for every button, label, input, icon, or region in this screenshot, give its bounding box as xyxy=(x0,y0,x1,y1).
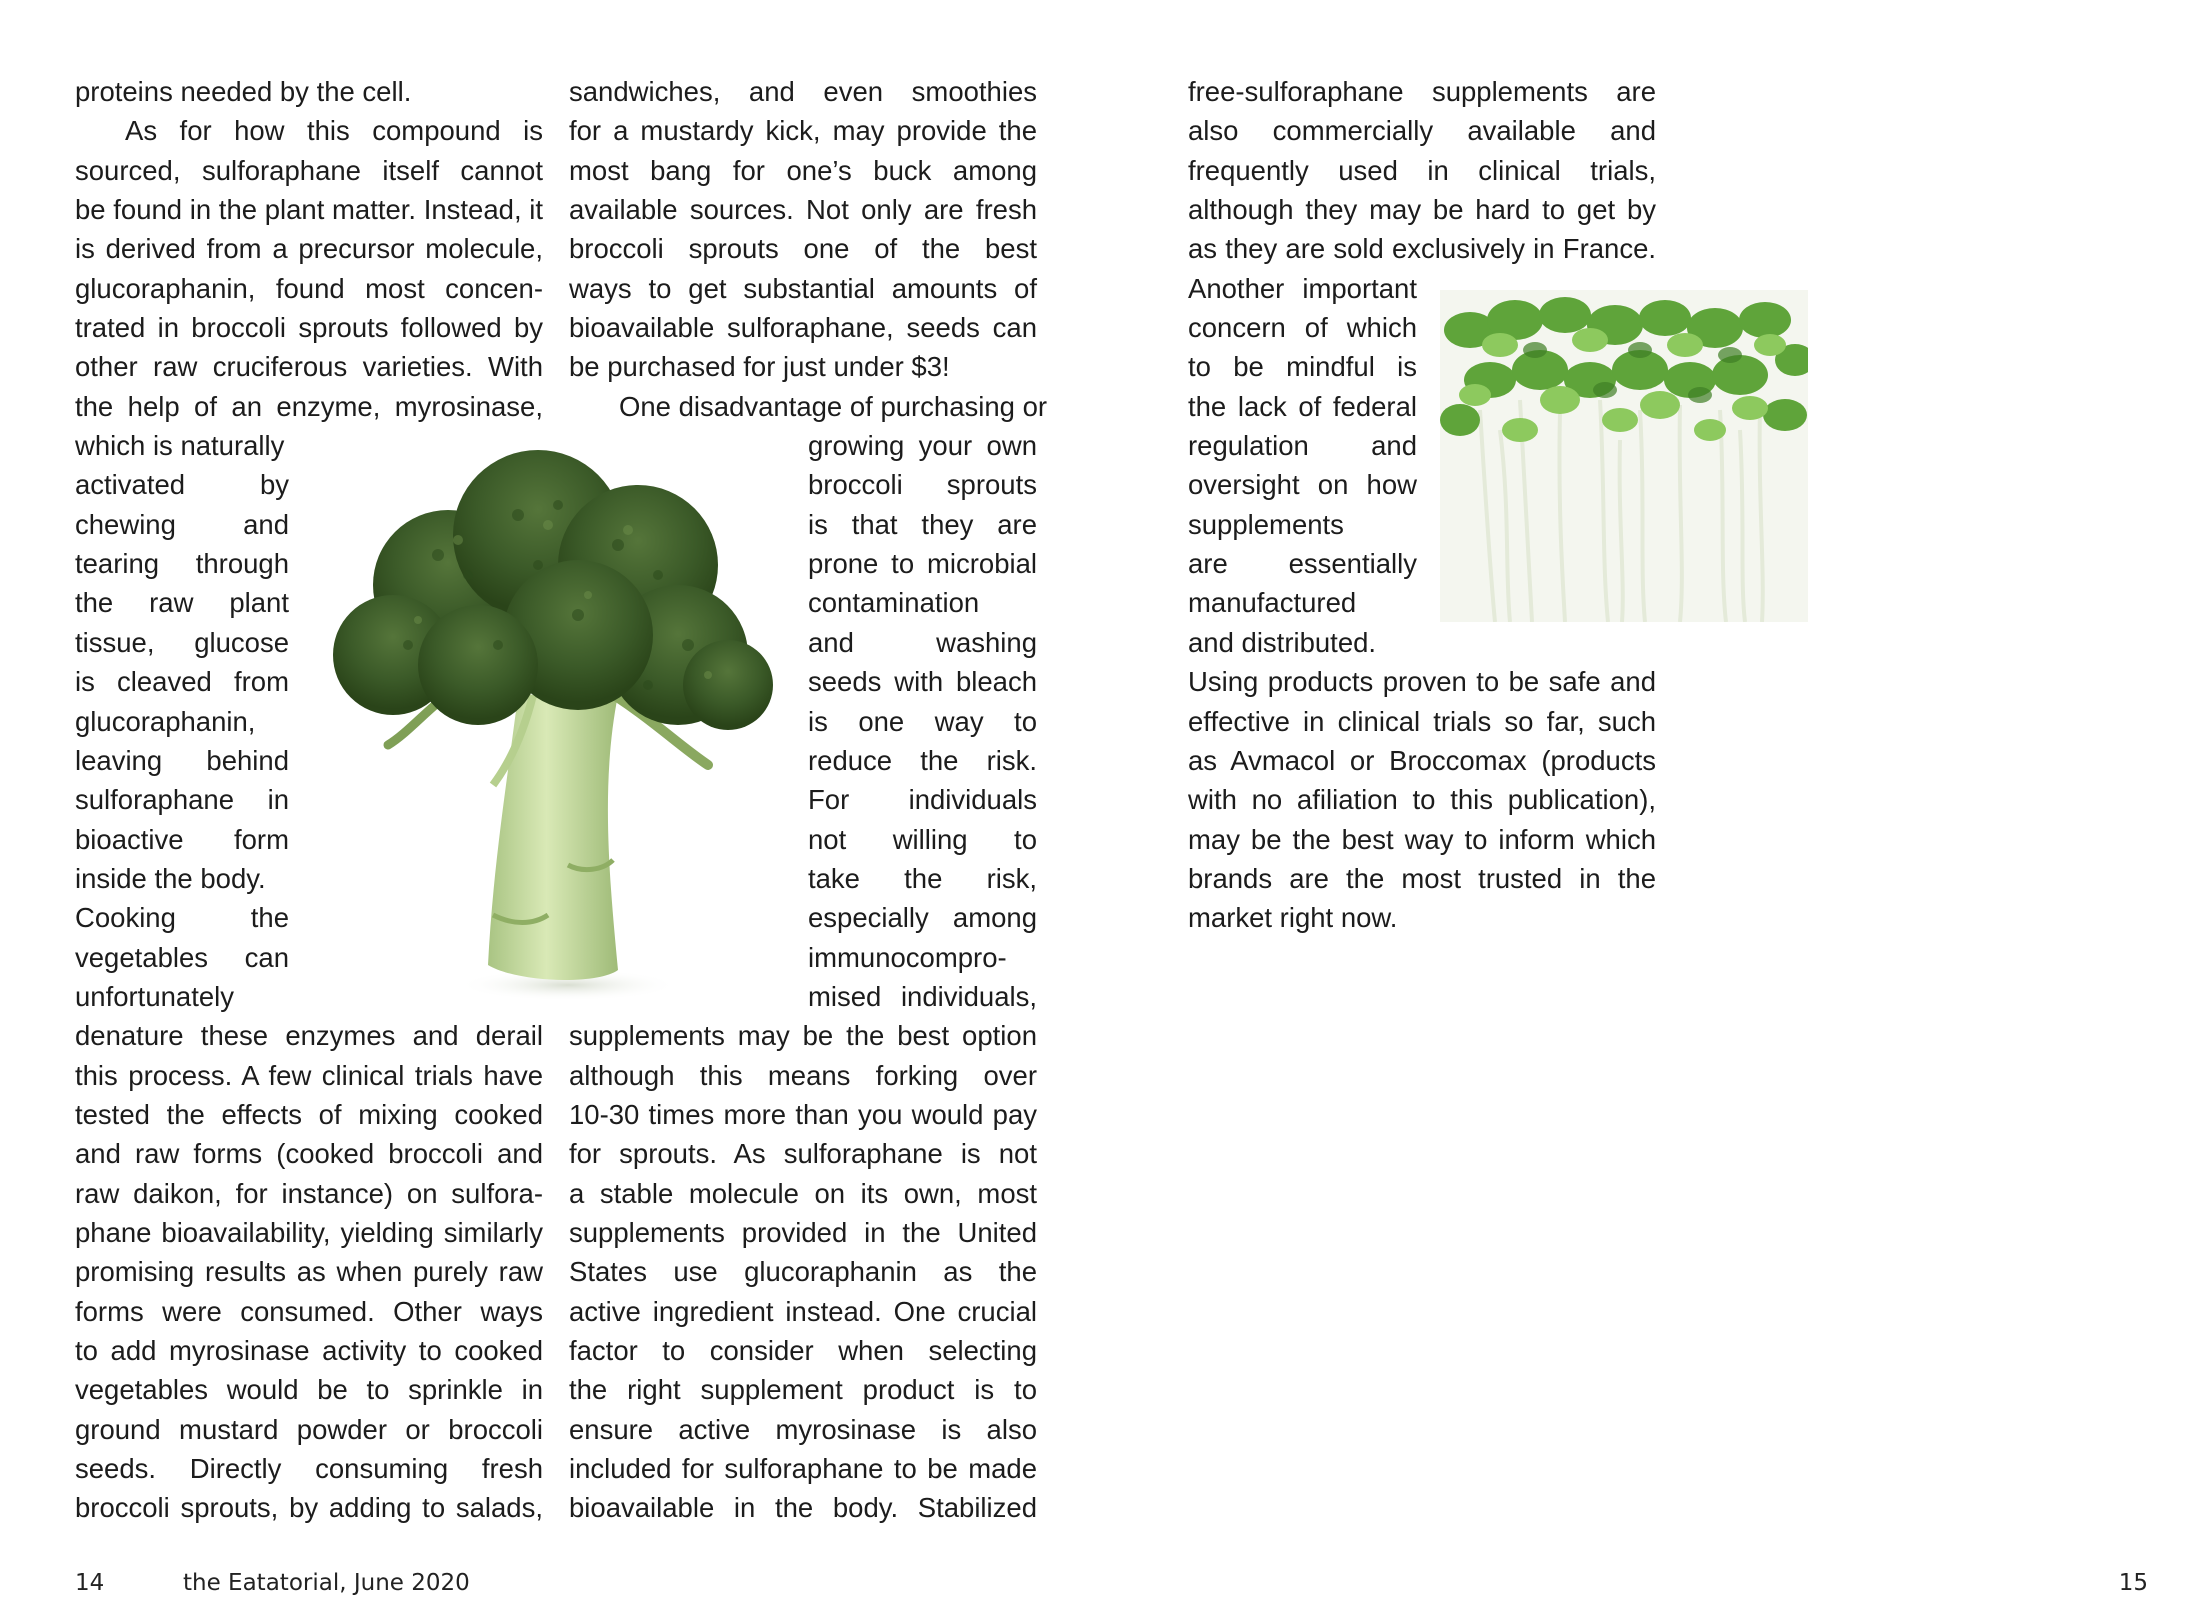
text-line: reduce the risk. xyxy=(808,744,1037,776)
text-line: to add myrosinase activity to cooked xyxy=(75,1335,543,1366)
text-line: for sprouts. As sulforaphane is not xyxy=(569,1138,1037,1170)
text-line: seeds. Directly consuming fresh xyxy=(75,1453,543,1485)
text-line: although this means forking over xyxy=(569,1059,1037,1091)
text-line: which is naturally xyxy=(75,430,285,462)
text-line: supplements provided in the United xyxy=(569,1216,1037,1248)
text-line: promising results as when purely raw xyxy=(75,1256,543,1288)
text-line: the raw plant xyxy=(75,587,289,619)
text-line: included for sulforaphane to be made xyxy=(569,1453,1037,1485)
text-line: frequently used in clinical trials, xyxy=(1188,154,1656,186)
text-line: sandwiches, and even smoothies xyxy=(569,76,1037,107)
text-line: 10-30 times more than you would pay xyxy=(569,1098,1037,1130)
text-line: growing your own xyxy=(808,430,1037,462)
left-page-number: 14 xyxy=(75,1570,105,1596)
text-line: denature these enzymes and derail xyxy=(75,1020,543,1052)
text-line: active ingredient instead. One crucial xyxy=(569,1295,1037,1327)
text-line: this process. A few clinical trials have xyxy=(75,1059,543,1091)
text-line: with no afiliation to this publication), xyxy=(1188,784,1656,816)
text-line: other raw cruciferous varieties. With xyxy=(75,351,543,383)
text-line: glucoraphanin, found most concen- xyxy=(75,272,543,304)
text-line: bioavailable in the body. Stabilized xyxy=(569,1492,1037,1524)
right-page-number: 15 xyxy=(2118,1570,2148,1596)
text-line: As for how this compound is xyxy=(125,115,543,147)
text-line: prone to microbial xyxy=(808,548,1037,580)
text-line: vegetables can xyxy=(75,941,289,973)
text-line: inside the body. xyxy=(75,862,266,894)
text-line: immunocompro- xyxy=(808,941,1007,973)
text-line: may be the best way to inform which xyxy=(1188,823,1656,855)
text-line: trated in broccoli sprouts followed by xyxy=(75,312,543,344)
text-line: Using products proven to be safe and xyxy=(1188,666,1656,698)
text-line: forms were consumed. Other ways xyxy=(75,1295,543,1327)
text-line: Another important xyxy=(1188,272,1417,304)
text-line: phane bioavailability, yielding similarly xyxy=(75,1216,543,1248)
text-line: free-sulforaphane supplements are xyxy=(1188,76,1656,107)
text-line: manufactured xyxy=(1188,587,1357,619)
text-line: supplements may be the best option xyxy=(569,1020,1037,1052)
text-line: contamination xyxy=(808,587,980,619)
text-line: available sources. Not only are fresh xyxy=(569,194,1037,226)
text-line: broccoli sprouts one of the best xyxy=(569,233,1037,265)
text-line: be purchased for just under $3! xyxy=(569,351,950,383)
text-line: the right supplement product is to xyxy=(569,1374,1037,1406)
text-line: as Avmacol or Broccomax (products xyxy=(1188,744,1656,776)
text-line: ensure active myrosinase is also xyxy=(569,1413,1037,1445)
text-line: bioavailable sulforaphane, seeds can xyxy=(569,312,1037,344)
text-line: market right now. xyxy=(1188,902,1398,934)
text-line: unfortunately xyxy=(75,980,234,1012)
text-line: regulation and xyxy=(1188,430,1417,462)
text-line: are essentially xyxy=(1188,548,1417,580)
publication-line: the Eatatorial, June 2020 xyxy=(183,1570,470,1596)
text-line: although they may be hard to get by xyxy=(1188,194,1656,226)
text-line: tissue, glucose xyxy=(75,626,289,658)
text-line: Cooking the xyxy=(75,902,289,934)
text-line: the help of an enzyme, myrosinase, xyxy=(75,390,543,422)
text-line: also commercially available and xyxy=(1188,115,1656,147)
text-line: is derived from a precursor molecule, xyxy=(75,233,543,265)
text-line: bioactive form xyxy=(75,823,289,855)
text-line: One disadvantage of purchasing or xyxy=(619,390,1048,422)
text-line: ground mustard powder or broccoli xyxy=(75,1413,543,1445)
text-line: glucoraphanin, xyxy=(75,705,256,737)
text-line: ways to get substantial amounts of xyxy=(569,272,1037,304)
text-line: and washing xyxy=(808,626,1037,658)
text-line: For individuals xyxy=(808,784,1037,816)
text-line: is cleaved from xyxy=(75,666,289,698)
text-line: supplements xyxy=(1188,508,1344,540)
text-line: tested the effects of mixing cooked xyxy=(75,1098,543,1130)
text-line: and distributed. xyxy=(1188,626,1377,658)
text-line: especially among xyxy=(808,902,1037,934)
text-line: proteins needed by the cell. xyxy=(75,76,412,107)
text-line: broccoli sprouts, by adding to salads, xyxy=(75,1492,543,1524)
text-line: be found in the plant matter. Instead, it xyxy=(75,194,543,226)
text-line: effective in clinical trials so far, such xyxy=(1188,705,1656,737)
text-line: broccoli sprouts xyxy=(808,469,1037,501)
text-line: vegetables would be to sprinkle in xyxy=(75,1374,543,1406)
text-line: the lack of federal xyxy=(1188,390,1417,422)
text-line: as they are sold exclusively in France. xyxy=(1188,233,1656,265)
broccoli-photo xyxy=(318,445,786,1005)
text-line: sourced, sulforaphane itself cannot xyxy=(75,154,543,186)
text-line: leaving behind xyxy=(75,744,289,776)
text-line: tearing through xyxy=(75,548,289,580)
text-line: States use glucoraphanin as the xyxy=(569,1256,1037,1288)
broccoli-sprouts-photo xyxy=(1440,290,1808,622)
text-line: chewing and xyxy=(75,508,289,540)
text-line: not willing to xyxy=(808,823,1037,855)
text-line: and raw forms (cooked broccoli and xyxy=(75,1138,543,1170)
text-line: mised individuals, xyxy=(808,980,1037,1012)
text-line: oversight on how xyxy=(1188,469,1417,501)
text-line: is that they are xyxy=(808,508,1037,540)
text-line: is one way to xyxy=(808,705,1037,737)
text-line: seeds with bleach xyxy=(808,666,1037,698)
text-line: take the risk, xyxy=(808,862,1037,894)
text-line: most bang for one’s buck among xyxy=(569,154,1037,186)
text-line: activated by xyxy=(75,469,289,501)
text-line: raw daikon, for instance) on sulfora- xyxy=(75,1177,543,1209)
text-line: to be mindful is xyxy=(1188,351,1417,383)
text-line: factor to consider when selecting xyxy=(569,1335,1037,1366)
text-line: concern of which xyxy=(1188,312,1417,344)
text-line: for a mustardy kick, may provide the xyxy=(569,115,1037,147)
text-line: a stable molecule on its own, most xyxy=(569,1177,1037,1209)
text-line: sulforaphane in xyxy=(75,784,289,816)
text-line: brands are the most trusted in the xyxy=(1188,862,1656,894)
